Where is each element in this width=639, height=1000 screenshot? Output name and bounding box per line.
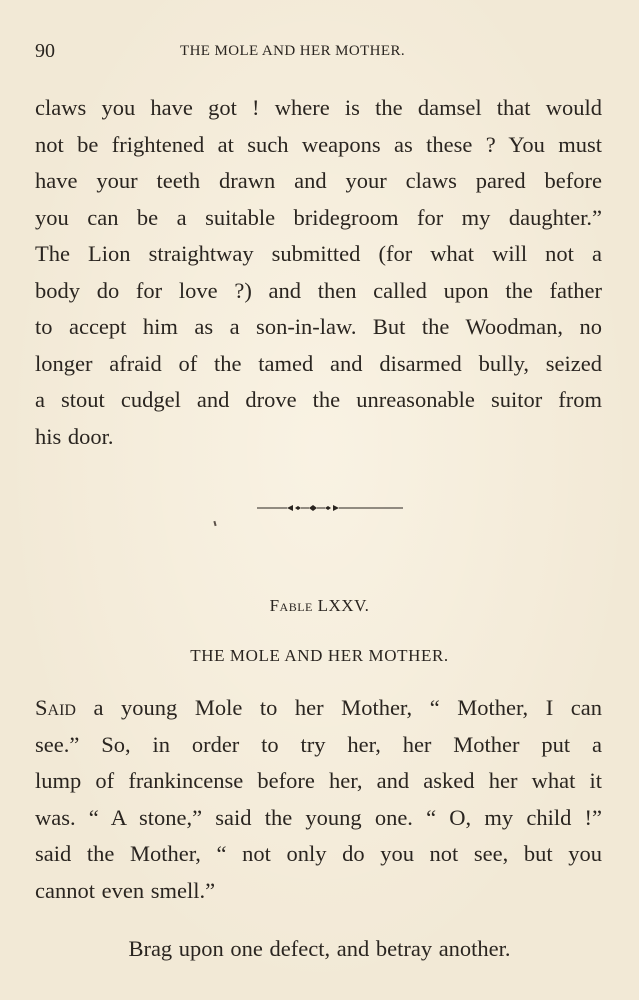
section-divider-ornament [257, 500, 403, 516]
running-title: THE MOLE AND HER MOTHER. [180, 43, 406, 59]
text-line: longer afraid of the tamed and disarmed bully, seized [35, 350, 602, 376]
text-line: cannot even smell.” [35, 877, 216, 903]
drop-word: Said [35, 695, 76, 720]
text-line: see.” So, in order to try her, her Mother put a [35, 731, 602, 757]
text-line: not be frightened at such weapons as these ? You must [35, 131, 602, 157]
text-line-rest: a young Mole to her Mother, “ Mother, I can [75, 695, 602, 720]
text-line: body do for love ?) and then called upon the father [35, 277, 602, 303]
print-speck [213, 521, 216, 526]
fable-moral: Brag upon one defect, and betray another. [128, 936, 511, 961]
text-line: lump of frankincense before her, and asked her what it [35, 768, 602, 793]
text-line: his door. [35, 423, 114, 449]
text-line: to accept him as a son-in-law. But the Woodman, no [35, 314, 602, 339]
fable-number [0, 596, 639, 616]
text-line: a stout cudgel and drove the unreasonable suitor from [35, 387, 602, 412]
page-number: 90 [35, 40, 55, 62]
text-line: The Lion straightway submitted (for what will not a [35, 241, 602, 266]
fable-number-text: Fable LXXV. [269, 596, 370, 615]
text-line: you can be a suitable bridegroom for my daughter.” [35, 204, 602, 230]
text-line [35, 690, 602, 727]
text-line: was. “ A stone,” said the young one. “ O, my child !” [35, 804, 602, 830]
text-line: said the Mother, “ not only do you not see, but you [35, 841, 602, 866]
text-line: claws you have got ! where is the damsel that would [35, 95, 602, 120]
fable-title: THE MOLE AND HER MOTHER. [190, 646, 449, 665]
running-header [35, 40, 602, 68]
fable-body [35, 690, 602, 909]
previous-fable-ending [35, 90, 602, 455]
text-line: have your teeth drawn and your claws pared before [35, 168, 602, 193]
